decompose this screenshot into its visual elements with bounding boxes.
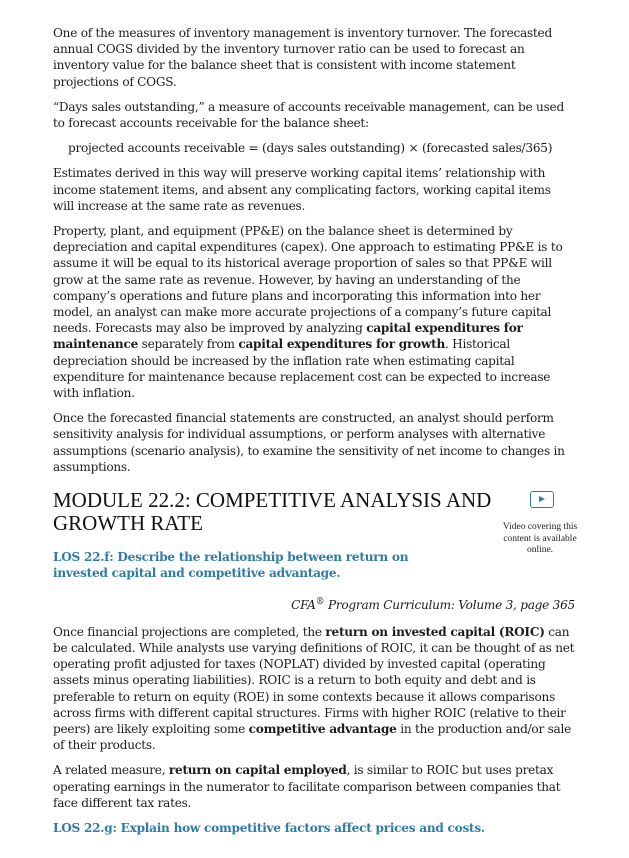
play-video-icon[interactable]: [530, 491, 554, 508]
paragraph-sensitivity-analysis: Once the forecasted financial statements are constructed, an analyst should perform sensitivity analysis for individual assumptions, or perform analyses with alternative assumptions (scenario analysis), to examine the sensitivity of net income to changes in assumptions.: [53, 411, 565, 474]
term-roic: return on invested capital (ROIC): [325, 624, 545, 639]
text: in the production and/or sale of their products.: [53, 721, 572, 753]
text: Once financial projections are completed, the: [53, 624, 326, 639]
text: A related measure,: [53, 763, 169, 778]
paragraph-roce: [53, 762, 575, 811]
term-capex-maintenance: capital expenditures for maintenance: [53, 321, 523, 352]
text: Program Curriculum: Volume 3, page 365: [324, 598, 575, 613]
term-capex-growth: capital expenditures for growth: [238, 337, 445, 352]
module-title: MODULE 22.2: COMPETITIVE ANALYSIS AND GROWTH RATE: [53, 488, 492, 536]
paragraph-days-sales-outstanding: “Days sales outstanding,” a measure of accounts receivable management, can be used to forecast accounts receivable for the balance sheet:: [53, 99, 564, 131]
formula-accounts-receivable: projected accounts receivable = (days sales outstanding) × (forecasted sales/365): [68, 141, 553, 156]
curriculum-reference: [53, 594, 575, 613]
text: separately from: [138, 337, 239, 352]
video-note: Video covering this content is available online.: [502, 522, 578, 556]
term-roce: return on capital employed: [168, 763, 347, 778]
text: can be calculated. While analysts use varying definitions of ROIC, it can be thought of as net operating profit adjusted for taxes (NOPLAT) divided by invested capital (operating assets minus operating liabilities). ROIC is a return to both equity and debt and is preferable to return on equity (ROE) in some contexts because it allows comparisons across firms with different capital structures. Firms with higher ROIC (relative to their peers) are likely exploiting some: [53, 624, 575, 736]
text: , is similar to ROIC but uses pretax operating earnings in the numerator to facilitate comparison between companies that face different tax rates.: [53, 763, 561, 810]
text: CFA: [291, 598, 316, 613]
text: Property, plant, and equipment (PP&E) on the balance sheet is determined by depreciation and capital expenditures (capex). One approach to estimating PP&E is to assume it will be equal to its historical average proportion of sales so that PP&E will grow at the same rate as revenue. However, by having an understanding of the company’s operations and future plans and incorporating this information into her model, an analyst can make more accurate projections of a company’s future capital needs. Forecasts may also be improved by analyzing: [53, 224, 563, 336]
term-competitive-advantage: competitive advantage: [248, 721, 397, 736]
paragraph-inventory-turnover: One of the measures of inventory management is inventory turnover. The forecasted annual COGS divided by the inventory turnover ratio can be used to forecast an inventory value for the balance sheet that is consistent with income statement projections of COGS.: [53, 26, 552, 89]
paragraph-roic: [53, 624, 575, 754]
document-page: [53, 25, 578, 845]
text: . Historical depreciation should be increased by the inflation rate when estimating capital expenditure for maintenance because replacement cost can be expected to increase with inflation.: [53, 337, 551, 401]
registered-mark: ®: [315, 597, 325, 608]
los-heading-22f: LOS 22.f: Describe the relationship between return on invested capital and competitive advantage.: [53, 550, 409, 581]
video-callout[interactable]: [501, 491, 579, 557]
paragraph-ppe: [53, 223, 575, 401]
los-heading-22g: LOS 22.g: Explain how competitive factors affect prices and costs.: [53, 820, 485, 835]
module-header: [53, 488, 578, 581]
paragraph-working-capital: Estimates derived in this way will preserve working capital items’ relationship with income statement items, and absent any complicating factors, working capital items will increase at the same rate as revenues.: [53, 166, 551, 213]
